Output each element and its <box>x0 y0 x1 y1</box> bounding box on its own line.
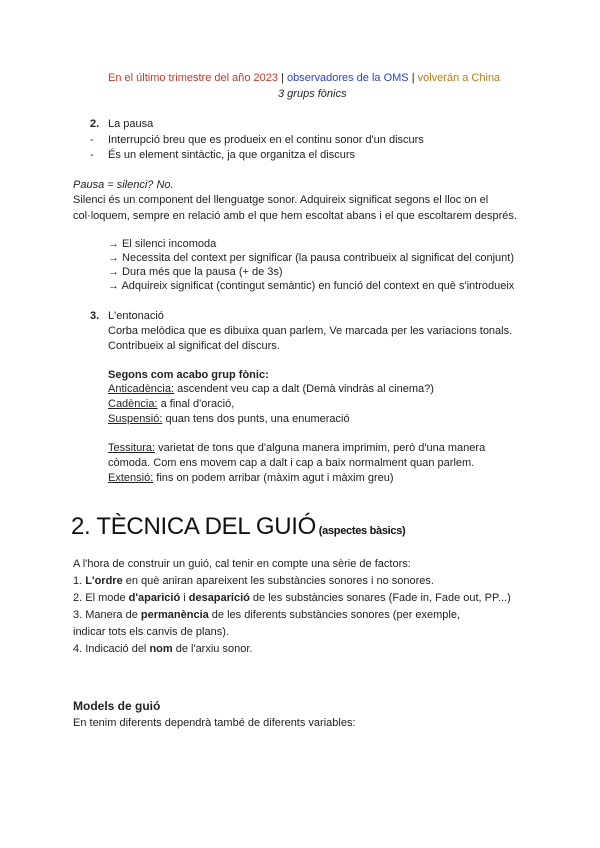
factor-prefix: 4. Indicació del <box>73 643 150 655</box>
item-text: ascendent veu cap a dalt (Demà vindràs al cinema?) <box>174 383 434 395</box>
term-anticadencia: Anticadència: <box>108 383 175 395</box>
entonacio-number: 3. <box>90 310 100 322</box>
pausa-number: 2. <box>90 118 100 130</box>
factor-prefix: 2. El mode <box>73 592 129 604</box>
entonacio-title: L'entonació <box>108 310 164 322</box>
header-subtitle: 3 grups fònics <box>278 88 347 100</box>
entonacio-desc-2: Contribueix al significat del discurs. <box>108 340 280 352</box>
pausa-title: La pausa <box>108 118 154 130</box>
pausa-arrow-2: → Necessita del context per significar (la pausa contribueix al significat del conjunt) <box>108 252 514 264</box>
factor-text: de les diferents substàncies sonores (per exemple, <box>208 609 461 621</box>
entonacio-desc-1: Corba melòdica que es dibuixa quan parlem, Ve marcada per les variacions tonals. <box>108 325 513 337</box>
factor-bold: d'aparició <box>128 592 181 604</box>
item-text: a final d'oració, <box>157 398 235 410</box>
bullet-dash: - <box>90 149 94 161</box>
entonacio-item-2 <box>108 397 234 411</box>
tecnica-factor-3 <box>73 608 460 622</box>
header-part1: En el último trimestre del año 2023 <box>108 72 278 84</box>
factor-text: de l'arxiu sonor. <box>172 643 253 655</box>
factor-bold: L'ordre <box>85 575 123 587</box>
entonacio-item-3 <box>108 412 350 426</box>
extensio-line <box>108 471 394 485</box>
factor-text: de les substàncies sonares (Fade in, Fade out, PP...) <box>249 592 511 604</box>
header-part2: observadores de la OMS <box>286 72 409 84</box>
pausa-arrow-4: → Adquireix significat (contingut semàntic) en funció del context en què s'introdueix <box>108 280 515 292</box>
factor-bold: permanència <box>140 609 209 621</box>
entonacio-item-1 <box>108 382 434 396</box>
extensio-text: fins on podem arribar (màxim agut i màxim greu) <box>153 472 394 484</box>
term-cadencia: Cadència: <box>108 398 158 410</box>
pausa-arrow-1: → El silenci incomoda <box>108 238 217 250</box>
factor-text: en què aniran apareixent les substàncies sonores i no sonores. <box>122 575 434 587</box>
tecnica-factor-2 <box>73 591 511 605</box>
tecnica-factor-1 <box>73 574 434 588</box>
factor-text: i <box>180 592 189 604</box>
tecnica-factor-3-cont: indicar tots els canvis de plans). <box>73 626 229 638</box>
pausa-question: Pausa = silenci? No. <box>73 179 174 191</box>
models-text: En tenim diferents dependrà també de diferents variables: <box>73 717 356 729</box>
tessitura-line-1 <box>108 441 485 455</box>
entonacio-subhead: Segons com acabo grup fònic: <box>108 369 269 381</box>
pausa-para-1: Silenci és un component del llenguatge sonor. Adquireix significat segons el lloc on el <box>73 194 489 206</box>
bullet-dash: - <box>90 134 94 146</box>
pausa-para-2: col·loquem, sempre en relació amb el que hem escoltat abans i el que escoltarem després. <box>73 210 517 222</box>
header-line <box>108 71 500 85</box>
tecnica-intro: A l'hora de construir un guió, cal tenir en compte una sèrie de factors: <box>73 558 411 570</box>
tessitura-line-2: còmoda. Com ens movem cap a dalt i cap a baix normalment quan parlem. <box>108 457 475 469</box>
factor-prefix: 3. Manera de <box>73 609 141 621</box>
section-heading-small: (aspectes bàsics) <box>316 525 406 537</box>
pausa-arrow-3: → Dura més que la pausa (+ de 3s) <box>108 266 283 278</box>
header-part3: volverán a China <box>417 72 501 84</box>
header-sep1: | <box>277 72 287 84</box>
header-sep2: | <box>408 72 418 84</box>
term-suspensio: Suspensió: <box>108 413 163 425</box>
term-extensio: Extensió: <box>108 472 154 484</box>
tessitura-text: varietat de tons que d'alguna manera imprimim, però d'una manera <box>155 442 486 454</box>
section-heading-text: 2. TÈCNICA DEL GUIÓ <box>71 513 317 540</box>
factor-bold: nom <box>149 643 173 655</box>
models-heading: Models de guió <box>73 699 161 713</box>
tecnica-factor-4 <box>73 642 252 656</box>
factor-bold: desaparició <box>188 592 250 604</box>
pausa-bullet-2: És un element sintàctic, ja que organitza el discurs <box>108 149 356 161</box>
term-tessitura: Tessitura: <box>108 442 156 454</box>
factor-prefix: 1. <box>73 575 86 587</box>
pausa-bullet-1: Interrupció breu que es produeix en el continu sonor d'un discurs <box>108 134 424 146</box>
section-heading <box>71 512 405 546</box>
item-text: quan tens dos punts, una enumeració <box>162 413 350 425</box>
